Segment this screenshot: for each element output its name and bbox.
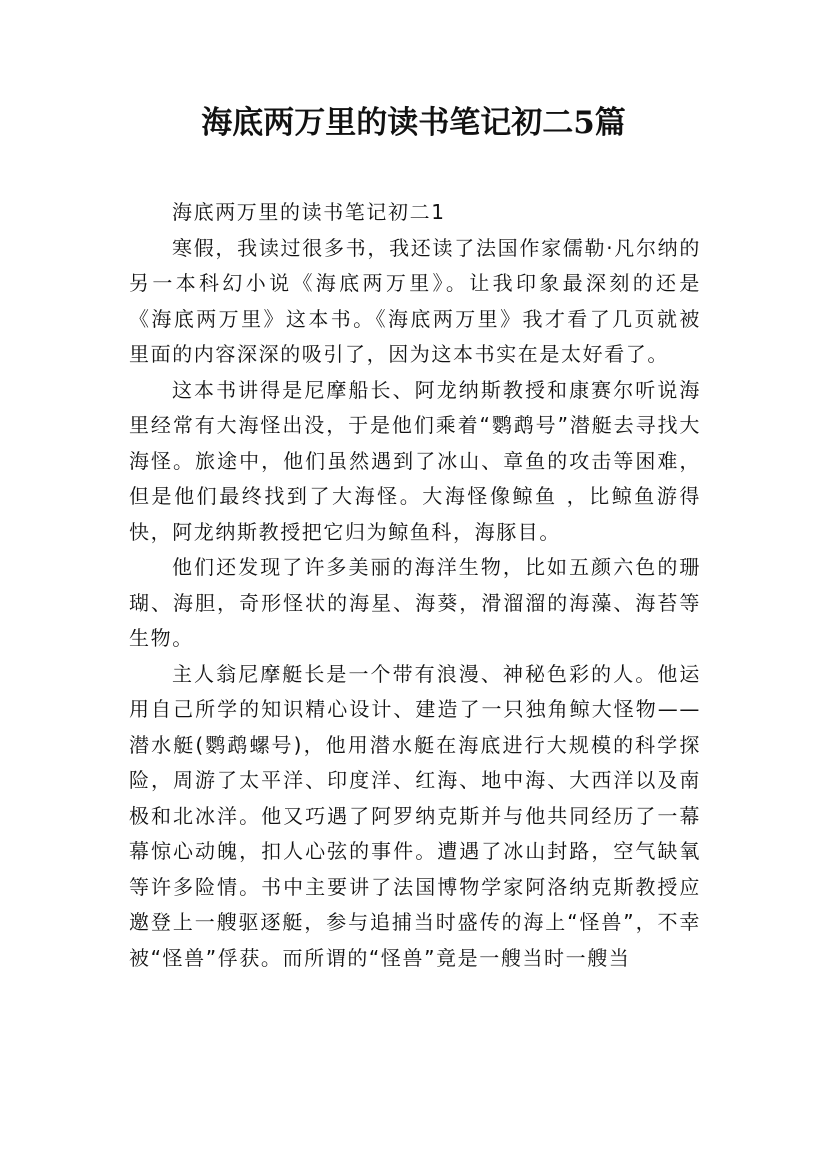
document-title: 海底两万里的读书笔记初二5篇: [201, 105, 626, 141]
paragraph: 寒假，我读过很多书，我还读了法国作家儒勒·凡尔纳的另一本科幻小说《海底两万里》。让我印象最深刻的还是《海底两万里》这本书。《海底两万里》我才看了几页就被里面的内容深深的吸引了，因为这本书实在是太好看了。: [129, 235, 701, 366]
paragraph: 他们还发现了许多美丽的海洋生物，比如五颜六色的珊瑚、海胆，奇形怪状的海星、海葵，滑溜溜的海藻、海苔等生物。: [129, 555, 701, 650]
paragraph: 主人翁尼摩艇长是一个带有浪漫、神秘色彩的人。他运用自己所学的知识精心设计、建造了一只独角鲸大怪物——潜水艇(鹦鹉螺号)，他用潜水艇在海底进行大规模的科学探险，周游了太平洋、印度洋、红海、地中海、大西洋以及南极和北冰洋。他又巧遇了阿罗纳克斯并与他共同经历了一幕幕惊心动魄，扣人心弦的事件。遭遇了冰山封路，空气缺氧等许多险情。书中主要讲了法国博物学家阿洛纳克斯教授应邀登上一艘驱逐艇，参与追捕当时盛传的海上“怪兽”，不幸被“怪兽”俘获。而所谓的“怪兽”竟是一艘当时一艘当: [129, 661, 701, 970]
document-body: [129, 195, 701, 976]
paragraph: 这本书讲得是尼摩船长、阿龙纳斯教授和康赛尔听说海里经常有大海怪出没，于是他们乘着“鹦鹉号”潜艇去寻找大海怪。旅途中，他们虽然遇到了冰山、章鱼的攻击等困难，但是他们最终找到了大海怪。大海怪像鲸鱼 ，比鲸鱼游得快，阿龙纳斯教授把它归为鲸鱼科，海豚目。: [129, 377, 701, 544]
section-heading: 海底两万里的读书笔记初二1: [172, 200, 446, 224]
